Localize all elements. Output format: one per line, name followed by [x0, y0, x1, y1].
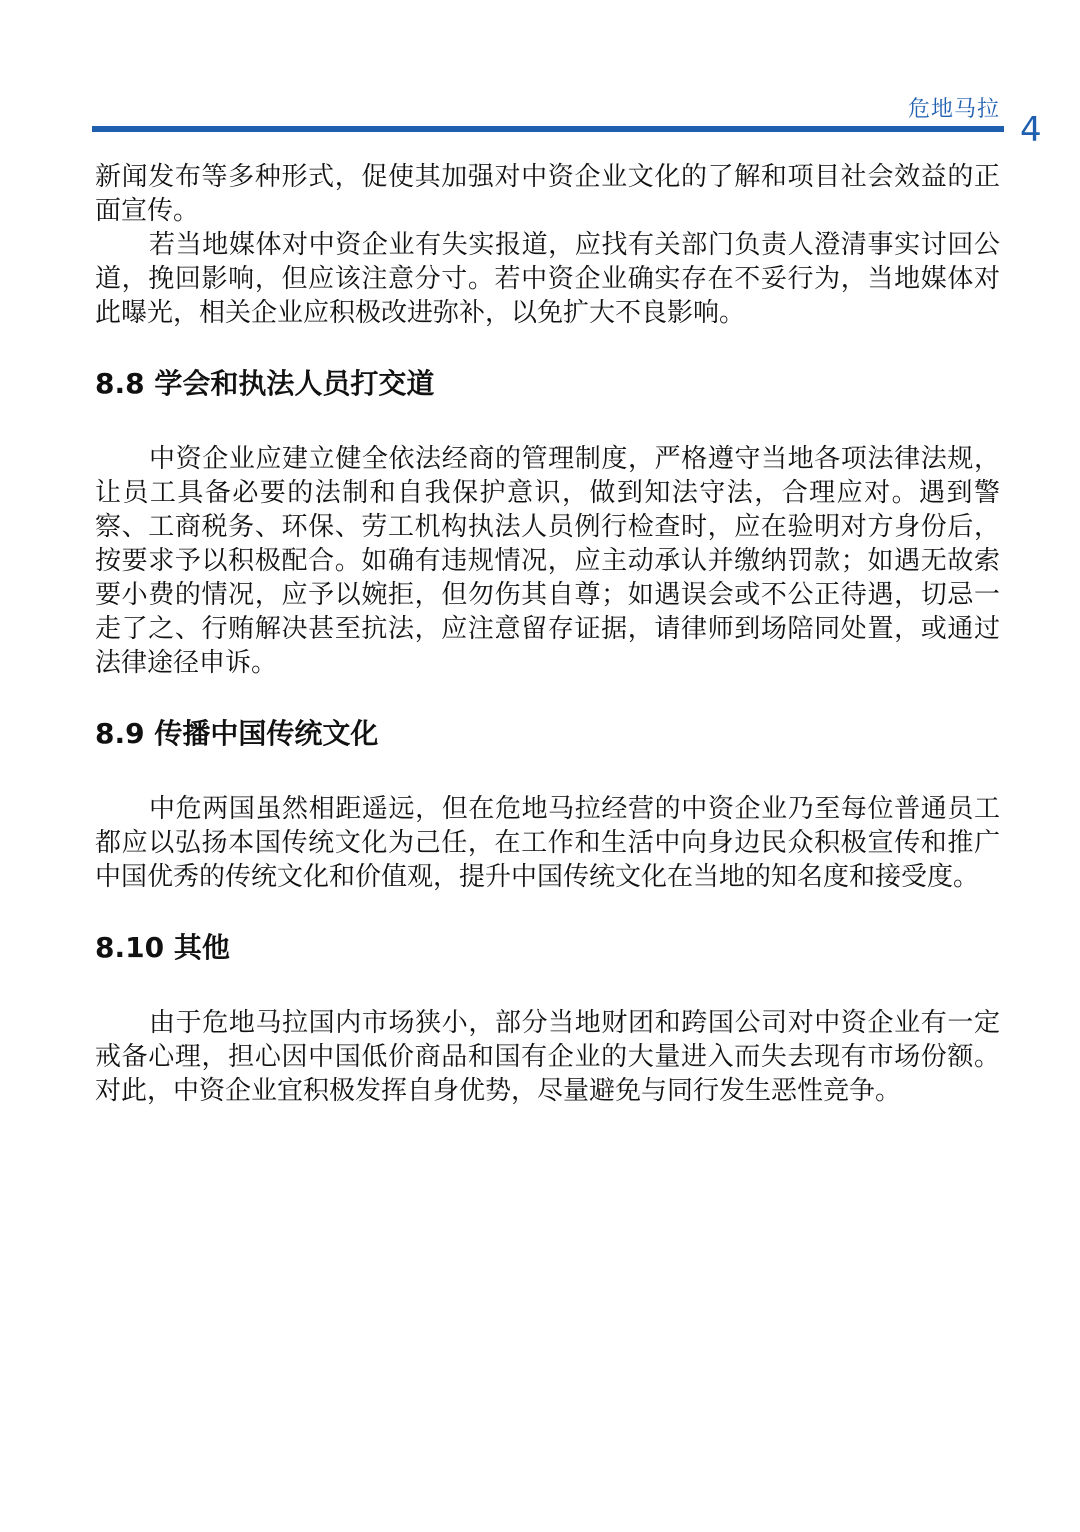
- paragraph-media: 若当地媒体对中资企业有失实报道，应找有关部门负责人澄清事实讨回公道，挽回影响，但应该注意分寸。若中资企业确实存在不妥行为，当地媒体对此曝光，相关企业应积极改进弥补，以免扩大不良影响。: [95, 230, 1000, 328]
- paragraph-continued: 新闻发布等多种形式，促使其加强对中资企业文化的了解和项目社会效益的正面宣传。: [95, 162, 1000, 226]
- paragraph-8-9: 中危两国虽然相距遥远，但在危地马拉经营的中资企业乃至每位普通员工都应以弘扬本国传统文化为己任，在工作和生活中向身边民众积极宣传和推广中国优秀的传统文化和价值观，提升中国传统文化在当地的知名度和接受度。: [95, 794, 1000, 892]
- page-content: [95, 160, 1000, 1108]
- header-rule: [92, 126, 1004, 132]
- section-heading-8-10: 8.10 其他: [95, 931, 230, 964]
- section-heading-8-9: 8.9 传播中国传统文化: [95, 717, 379, 750]
- running-header-title: 危地马拉: [907, 97, 1000, 122]
- paragraph-8-10: 由于危地马拉国内市场狭小，部分当地财团和跨国公司对中资企业有一定戒备心理，担心因中国低价商品和国有企业的大量进入而失去现有市场份额。对此，中资企业宜积极发挥自身优势，尽量避免与同行发生恶性竞争。: [95, 1008, 1000, 1106]
- page-number: 4: [1020, 110, 1042, 150]
- section-heading-8-8: 8.8 学会和执法人员打交道: [95, 367, 435, 400]
- paragraph-8-8: 中资企业应建立健全依法经商的管理制度，严格遵守当地各项法律法规，让员工具备必要的法制和自我保护意识，做到知法守法，合理应对。遇到警察、工商税务、环保、劳工机构执法人员例行检查时，应在验明对方身份后，按要求予以积极配合。如确有违规情况，应主动承认并缴纳罚款；如遇无故索要小费的情况，应予以婉拒，但勿伤其自尊；如遇误会或不公正待遇，切忌一走了之、行贿解决甚至抗法，应注意留存证据，请律师到场陪同处置，或通过法律途径申诉。: [95, 444, 1000, 678]
